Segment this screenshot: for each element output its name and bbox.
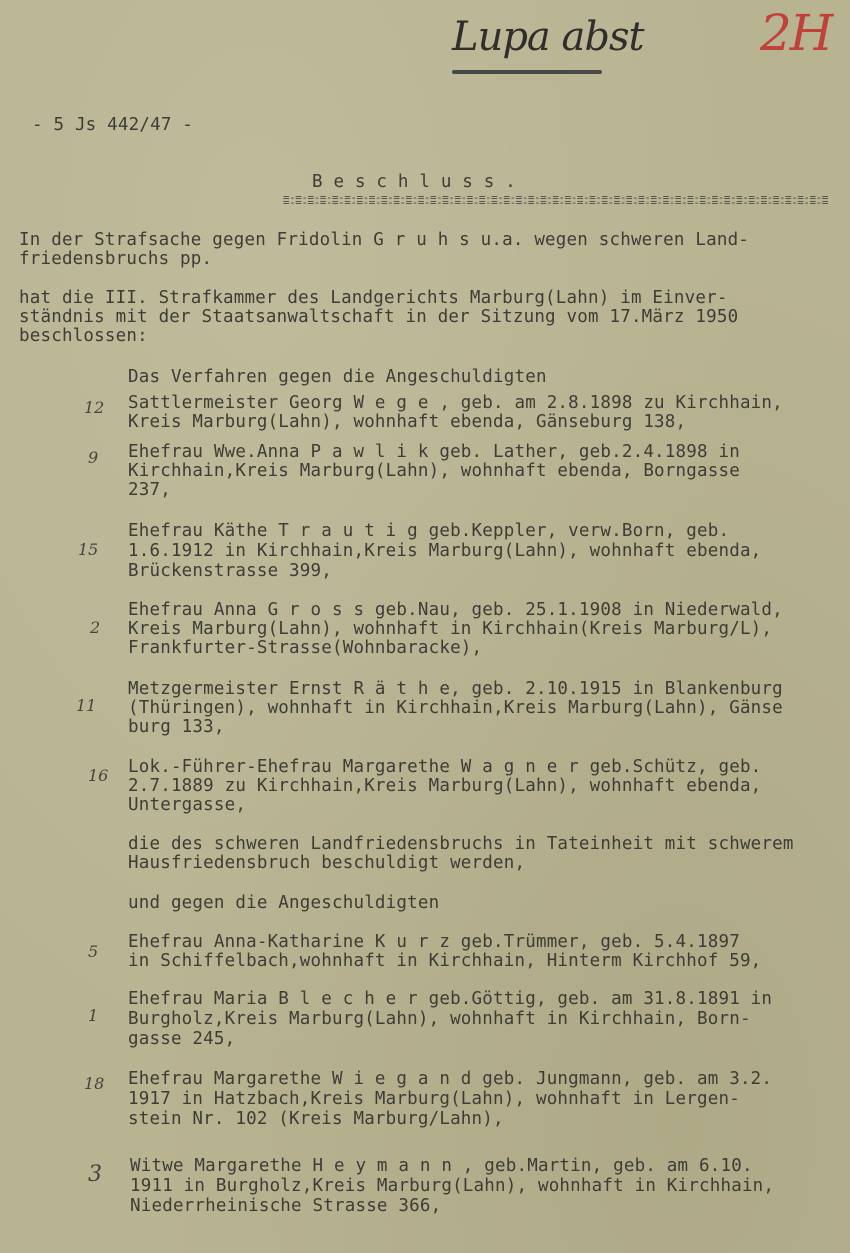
person-line: Ehefrau Käthe T r a u t i g geb.Keppler, verw.Born, geb. — [128, 521, 730, 541]
margin-number: 11 — [76, 696, 97, 715]
intro-line-5: beschlossen: — [19, 326, 148, 346]
person-line: 2.7.1889 zu Kirchhain,Kreis Marburg(Lahn), wohnhaft ebenda, — [128, 776, 762, 796]
person-line: Sattlermeister Georg W e g e , geb. am 2.8.1898 zu Kirchhain, — [128, 393, 783, 413]
page-number: 2H — [760, 4, 832, 62]
file-reference: - 5 Js 442/47 - — [32, 115, 194, 135]
person-line: Metzgermeister Ernst R ä t h e, geb. 2.10.1915 in Blankenburg — [128, 679, 783, 699]
person-line: Lok.-Führer-Ehefrau Margarethe W a g n e r geb.Schütz, geb. — [128, 757, 762, 777]
margin-number: 12 — [84, 398, 105, 417]
person-line: Ehefrau Margarethe W i e g a n d geb. Jungmann, geb. am 3.2. — [128, 1069, 773, 1089]
section-2-title: und gegen die Angeschuldigten — [128, 893, 440, 913]
margin-number: 9 — [88, 448, 99, 467]
section-1-title: Das Verfahren gegen die Angeschuldigten — [128, 367, 547, 387]
margin-number: 16 — [88, 766, 109, 785]
person-line: Ehefrau Anna G r o s s geb.Nau, geb. 25.1.1908 in Niederwald, — [128, 600, 783, 620]
intro-line-3: hat die III. Strafkammer des Landgerichts Marburg(Lahn) im Einver- — [19, 288, 728, 308]
intro-line-1: In der Strafsache gegen Fridolin G r u h s u.a. wegen schweren Land- — [19, 230, 750, 250]
person-line: Ehefrau Wwe.Anna P a w l i k geb. Lather, geb.2.4.1898 in — [128, 442, 740, 462]
person-line: Witwe Margarethe H e y m a n n , geb.Martin, geb. am 6.10. — [130, 1156, 753, 1176]
person-line: in Schiffelbach,wohnhaft in Kirchhain, Hinterm Kirchhof 59, — [128, 951, 762, 971]
margin-number: 1 — [88, 1006, 99, 1025]
person-line: 237, — [128, 480, 171, 500]
margin-number: 15 — [78, 540, 99, 559]
person-line: Brückenstrasse 399, — [128, 561, 332, 581]
charge-line: Hausfriedensbruch beschuldigt werden, — [128, 853, 526, 873]
heading-decoration: =-=-=-=-=-=-=-=-=-=-=-=-=-=-=-=-=-=-=-=-=-=-=-=-=-=-=-=-=-=-=-=-=-=-=-=-=-=-=-=-=-=-=-=-= =-=-=-=-=-=-=-=-=-=-=-=-=-=-=-=-=-=-=-=-=-=-=-=-=-=-=-=-=-=-=-=-=-=-=-=-=-=-=-=-=-=-=-=-= — [283, 191, 828, 209]
person-line: Untergasse, — [128, 795, 247, 815]
handwritten-title: Lupa abst — [452, 14, 644, 60]
margin-number: 2 — [90, 618, 101, 637]
person-line: burg 133, — [128, 717, 225, 737]
person-line: 1917 in Hatzbach,Kreis Marburg(Lahn), wohnhaft in Lergen- — [128, 1089, 740, 1109]
intro-line-2: friedensbruchs pp. — [19, 249, 213, 269]
person-line: Frankfurter-Strasse(Wohnbaracke), — [128, 638, 483, 658]
intro-line-4: ständnis mit der Staatsanwaltschaft in der Sitzung vom 17.März 1950 — [19, 307, 739, 327]
person-line: Kreis Marburg(Lahn), wohnhaft in Kirchhain(Kreis Marburg/L), — [128, 619, 773, 639]
document-heading: B e s c h l u s s . — [312, 172, 516, 192]
person-line: stein Nr. 102 (Kreis Marburg/Lahn), — [128, 1109, 504, 1129]
person-line: (Thüringen), wohnhaft in Kirchhain,Kreis Marburg(Lahn), Gänse — [128, 698, 783, 718]
person-line: Kreis Marburg(Lahn), wohnhaft ebenda, Gänseburg 138, — [128, 412, 687, 432]
charge-line: die des schweren Landfriedensbruchs in Tateinheit mit schwerem — [128, 834, 794, 854]
margin-number: 5 — [88, 942, 99, 961]
person-line: Ehefrau Maria B l e c h e r geb.Göttig, geb. am 31.8.1891 in — [128, 989, 773, 1009]
margin-number: 3 — [88, 1162, 102, 1187]
margin-number: 18 — [84, 1074, 105, 1093]
title-underline — [452, 70, 602, 74]
person-line: 1.6.1912 in Kirchhain,Kreis Marburg(Lahn), wohnhaft ebenda, — [128, 541, 762, 561]
person-line: Burgholz,Kreis Marburg(Lahn), wohnhaft in Kirchhain, Born- — [128, 1009, 751, 1029]
person-line: Kirchhain,Kreis Marburg(Lahn), wohnhaft ebenda, Borngasse — [128, 461, 740, 481]
person-line: 1911 in Burgholz,Kreis Marburg(Lahn), wohnhaft in Kirchhain, — [130, 1176, 775, 1196]
person-line: Ehefrau Anna-Katharine K u r z geb.Trümmer, geb. 5.4.1897 — [128, 932, 740, 952]
person-line: gasse 245, — [128, 1029, 236, 1049]
person-line: Niederrheinische Strasse 366, — [130, 1196, 442, 1216]
